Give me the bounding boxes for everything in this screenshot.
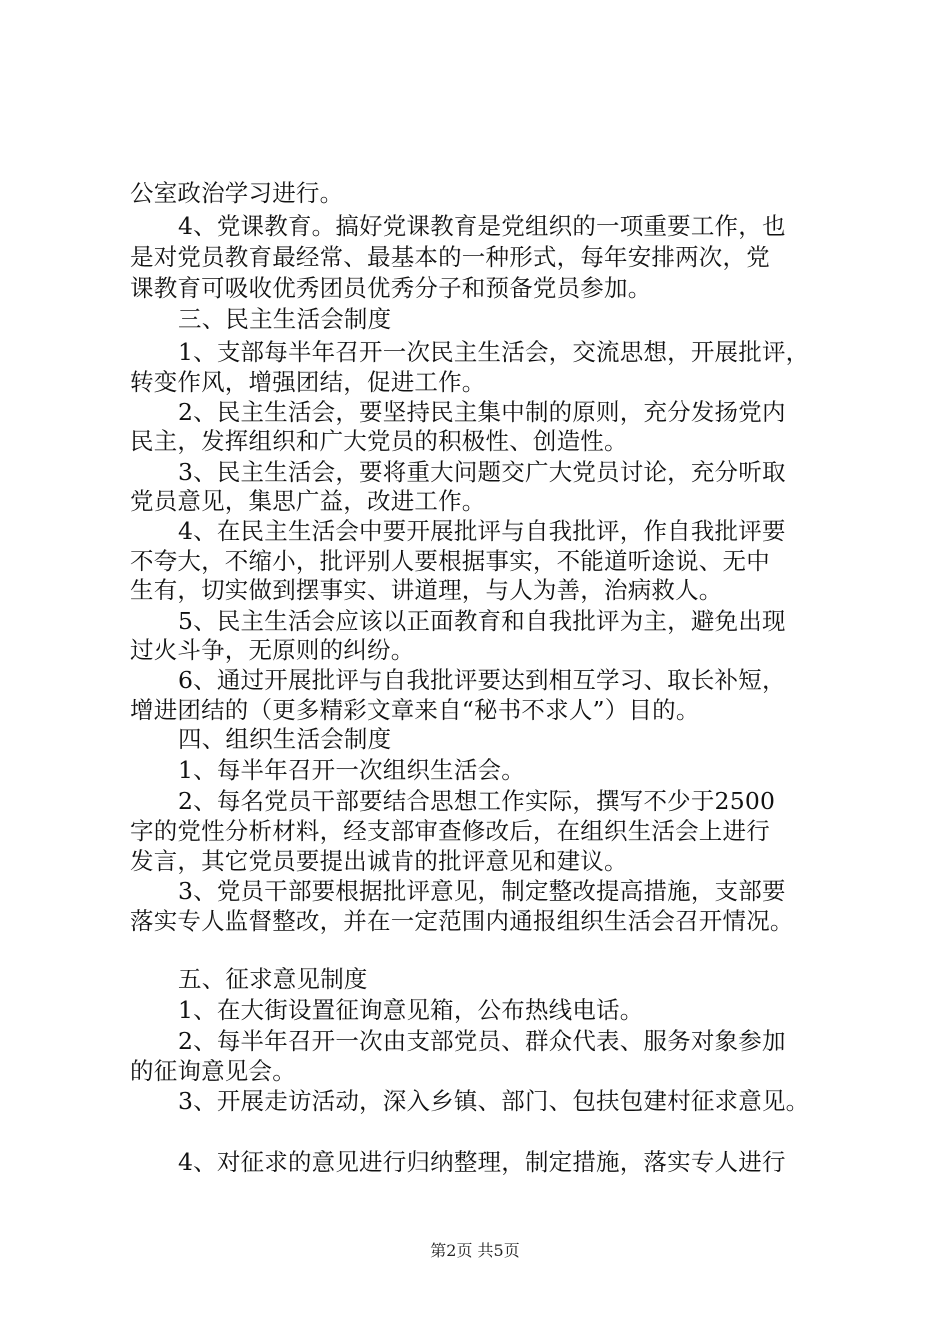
text-line: 3、民主生活会，要将重大问题交广大党员讨论，充分听取 bbox=[178, 458, 786, 486]
text-line: 公室政治学习进行。 bbox=[130, 179, 344, 207]
text-line: 1、在大街设置征询意见箱，公布热线电话。 bbox=[178, 996, 644, 1024]
text-line: 4、党课教育。搞好党课教育是党组织的一项重要工作，也 bbox=[178, 212, 786, 240]
text-line: 的征询意见会。 bbox=[130, 1057, 296, 1085]
text-line: 4、对征求的意见进行归纳整理，制定措施，落实专人进行 bbox=[178, 1148, 786, 1176]
text-line: 增进团结的（更多精彩文章来自“秘书不求人”）目的。 bbox=[130, 696, 700, 724]
text-line: 3、开展走访活动，深入乡镇、部门、包扶包建村征求意见。 bbox=[178, 1087, 810, 1115]
text-line: 1、每半年召开一次组织生活会。 bbox=[178, 756, 525, 784]
text-line: 落实专人监督整改，并在一定范围内通报组织生活会召开情况。 bbox=[130, 907, 794, 935]
text-line: 2、民主生活会，要坚持民主集中制的原则，充分发扬党内 bbox=[178, 398, 786, 426]
text-line: 4、在民主生活会中要开展批评与自我批评，作自我批评要 bbox=[178, 517, 786, 545]
page-footer bbox=[0, 1241, 950, 1261]
text-line: 课教育可吸收优秀团员优秀分子和预备党员参加。 bbox=[130, 274, 652, 302]
text-line: 党员意见，集思广益，改进工作。 bbox=[130, 487, 486, 515]
page-number: 第2页 共5页 bbox=[430, 1241, 520, 1260]
text-line: 2、每半年召开一次由支部党员、群众代表、服务对象参加 bbox=[178, 1027, 786, 1055]
text-line: 民主，发挥组织和广大党员的积极性、创造性。 bbox=[130, 427, 628, 455]
text-line: 2、每名党员干部要结合思想工作实际，撰写不少于2500 bbox=[178, 787, 776, 815]
text-line: 过火斗争，无原则的纠纷。 bbox=[130, 636, 415, 664]
text-line: 是对党员教育最经常、最基本的一种形式，每年安排两次，党 bbox=[130, 243, 770, 271]
text-line: 字的党性分析材料，经支部审查修改后，在组织生活会上进行 bbox=[130, 817, 770, 845]
text-line: 生有，切实做到摆事实、讲道理，与人为善，治病救人。 bbox=[130, 576, 723, 604]
section-heading: 五、征求意见制度 bbox=[178, 965, 368, 993]
text-line: 5、民主生活会应该以正面教育和自我批评为主，避免出现 bbox=[178, 607, 786, 635]
text-line: 1、支部每半年召开一次民主生活会，交流思想，开展批评， bbox=[178, 338, 810, 366]
section-heading: 四、组织生活会制度 bbox=[178, 725, 392, 753]
text-line: 6、通过开展批评与自我批评要达到相互学习、取长补短， bbox=[178, 666, 786, 694]
section-heading: 三、民主生活会制度 bbox=[178, 305, 392, 333]
text-line: 转变作风，增强团结，促进工作。 bbox=[130, 368, 486, 396]
text-line: 发言，其它党员要提出诚肯的批评意见和建议。 bbox=[130, 847, 628, 875]
text-line: 不夸大，不缩小，批评别人要根据事实，不能道听途说、无中 bbox=[130, 547, 770, 575]
text-line: 3、党员干部要根据批评意见，制定整改提高措施，支部要 bbox=[178, 877, 786, 905]
